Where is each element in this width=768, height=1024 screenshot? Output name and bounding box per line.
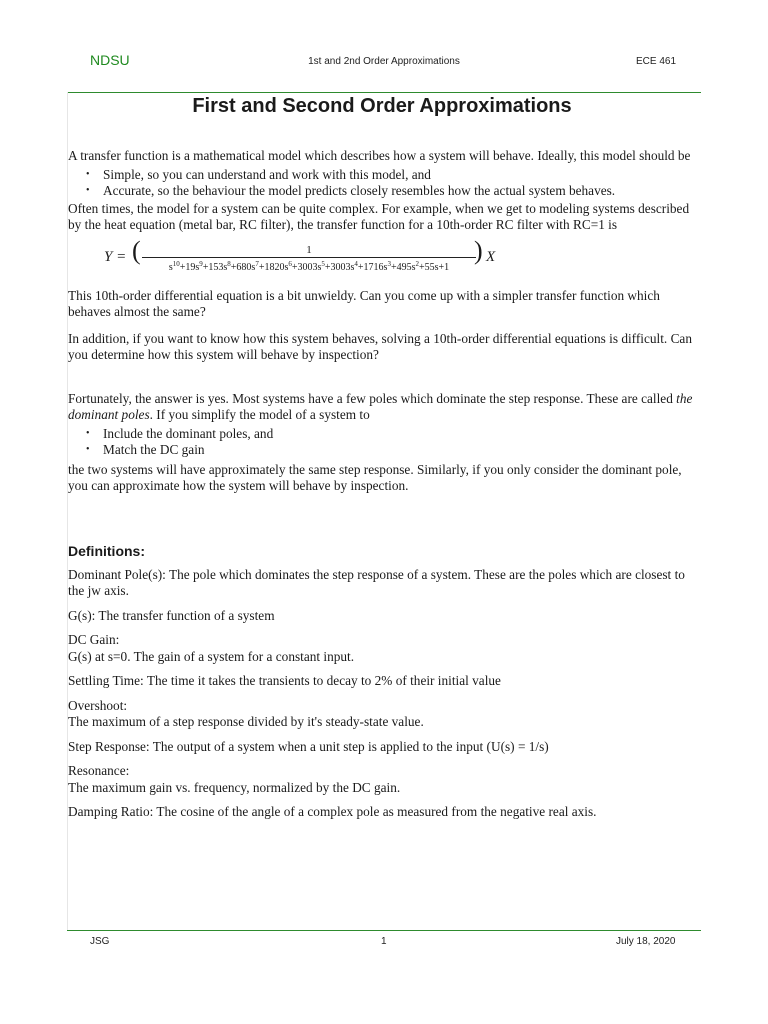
complex-model-paragraph: Often times, the model for a system can be quite complex. For example, when we get to modeling systems described by the heat equation (metal bar, RC filter), the transfer function for a 10th-order RC filter with RC=1 is [68, 200, 690, 232]
denominator-term: +55s+1 [418, 261, 450, 273]
definitions-heading: Definitions: [68, 542, 145, 559]
denominator-term: $+495s^2$ [390, 259, 419, 273]
definition-item: Dominant Pole(s): The pole which dominates the step response of a system. These are the poles which are closest to the jw axis. [68, 566, 685, 598]
unwieldy-paragraph: This 10th-order differential equation is a bit unwieldy. Can you come up with a simpler transfer function which behaves almost the same? [68, 287, 660, 319]
footer-rule [67, 930, 701, 931]
transfer-function-equation [68, 235, 696, 280]
definition-item: Step Response: The output of a system when a unit step is applied to the input (U(s) = 1/s) [68, 738, 549, 754]
denominator-term: $+1820s^6$ [258, 259, 292, 273]
definition-item: Overshoot: The maximum of a step response divided by it's steady-state value. [68, 697, 424, 729]
denominator-term: $+680s^7$ [230, 259, 259, 273]
list-item: • Accurate, so the behaviour the model predicts closely resembles how the actual system behaves. [103, 183, 696, 200]
denominator-term: $+3003s^5$ [291, 259, 325, 273]
list-item: • Include the dominant poles, and [103, 426, 696, 443]
conclusion-paragraph: the two systems will have approximately the same step response. Similarly, if you only consider the dominant pole, you can approximate how the system will behave by inspection. [68, 461, 682, 493]
denominator-term: $+19s^9$ [179, 259, 203, 273]
page-number: 1 [381, 936, 387, 947]
definition-item: Settling Time: The time it takes the transients to decay to 2% of their initial value [68, 673, 501, 688]
intro-paragraph: A transfer function is a mathematical model which describes how a system will behave. Ideally, this model should be [68, 148, 691, 163]
model-goals-list [68, 167, 696, 200]
definition-item: Resonance: The maximum gain vs. frequency, normalized by the DC gain. [68, 763, 401, 795]
list-item: • Match the DC gain [103, 442, 696, 459]
dominant-poles-term: the dominant poles [68, 390, 693, 422]
left-paren: ( [132, 235, 141, 265]
inspection-paragraph: In addition, if you want to know how this system behaves, solving a 10th-order differential equations is difficult. Can you determine how this system will behave by inspection? [68, 330, 692, 362]
equation-numerator: 1 [306, 243, 312, 256]
list-item: • Simple, so you can understand and work with this model, and [103, 167, 696, 184]
definition-item: G(s): The transfer function of a system [68, 607, 275, 623]
page-title: First and Second Order Approximations [192, 95, 572, 117]
header-topic: 1st and 2nd Order Approximations [308, 56, 460, 67]
dominant-poles-paragraph: Fortunately, the answer is yes. Most systems have a few poles which dominate the step response. These are called the dominant poles. If you simplify the model of a system to [68, 390, 693, 422]
definition-item: DC Gain: G(s) at s=0. The gain of a system for a constant input. [68, 632, 355, 664]
footer-date: July 18, 2020 [616, 936, 676, 947]
footer-author: JSG [90, 936, 110, 947]
denominator-term: $+153s^8$ [202, 259, 231, 273]
page-body [68, 92, 696, 821]
equation-rhs: X [486, 248, 496, 265]
definitions-list [68, 567, 696, 821]
denominator-term: $s^{10}$ [168, 259, 180, 273]
equation-lhs: Y = [104, 248, 127, 265]
header-org: NDSU [90, 52, 130, 68]
header-course: ECE 461 [636, 56, 677, 67]
denominator-term: $+3003s^4$ [324, 259, 358, 273]
definition-item: Damping Ratio: The cosine of the angle of a complex pole as measured from the negative real axis. [68, 804, 597, 819]
simplify-list [68, 426, 696, 459]
denominator-term: $+1716s^3$ [357, 259, 391, 273]
fraction-bar [142, 257, 476, 258]
right-paren: ) [474, 235, 483, 265]
equation-denominator [142, 260, 476, 277]
